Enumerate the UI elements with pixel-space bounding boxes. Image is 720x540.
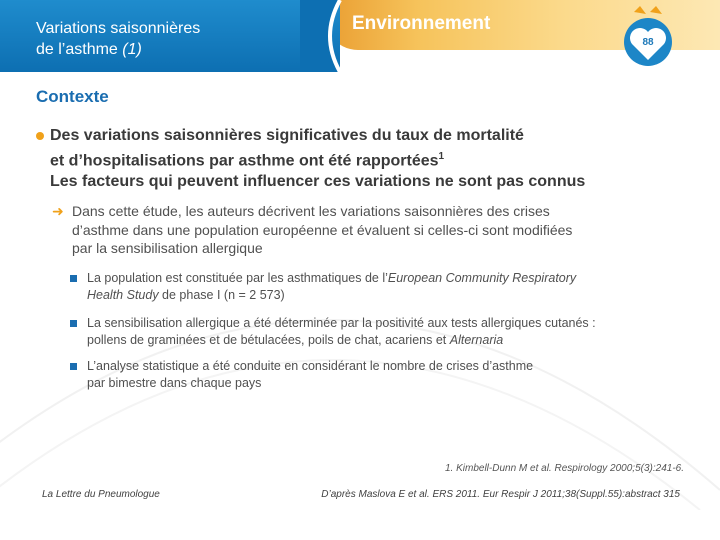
slide-title-line2-text: de l’asthme <box>36 41 123 58</box>
sub-item-1-line2-italic: Health Study <box>87 288 159 302</box>
sub-item-1-line1-text: La population est constituée par les asthmatiques de l’ <box>87 271 388 285</box>
slide-title-ref: (1) <box>122 41 142 58</box>
main-bullet <box>36 125 696 192</box>
blue-square-icon <box>70 320 77 327</box>
sub-item-2-line2-text: pollens de graminées et de bétulacées, poils de chat, acariens et <box>87 333 450 347</box>
orange-dot-icon <box>36 132 44 140</box>
sub-item-2-line2 <box>87 332 670 349</box>
arrow-right-icon: ➜ <box>52 203 64 219</box>
main-bullet-line2-text: et d’hospitalisations par asthme ont été rapportées <box>50 152 439 170</box>
badge-number: 88 <box>642 37 654 48</box>
reference-citation: 1. Kimbell-Dunn M et al. Respirology 2000;5(3):241-6. <box>444 463 684 474</box>
arrow-bullet-line1: Dans cette étude, les auteurs décrivent les variations saisonnières des crises <box>72 203 550 219</box>
footer-source: D’après Maslova E et al. ERS 2011. Eur Respir J 2011;38(Suppl.55):abstract 315 <box>321 489 680 500</box>
slide-title-line1: Variations saisonnières <box>36 20 201 37</box>
arrow-bullet-line3: par la sensibilisation allergique <box>72 240 263 256</box>
sub-item-3-line2: par bimestre dans chaque pays <box>87 376 262 390</box>
sub-item-analyse <box>70 358 670 392</box>
main-bullet-line1: Des variations saisonnières significatives du taux de mortalité <box>50 127 524 144</box>
sub-item-2-line2-italic: Alternaria <box>449 333 504 347</box>
blue-square-icon <box>70 363 77 370</box>
sub-item-sensibilisation <box>70 315 670 349</box>
main-bullet-line2 <box>50 146 696 171</box>
sub-item-1-line1 <box>87 270 670 287</box>
sub-item-3-line1: L’analyse statistique a été conduite en considérant le nombre de crises d’asthme <box>87 359 534 373</box>
section-label: Environnement <box>352 13 491 34</box>
footnote-marker: 1 <box>438 151 445 162</box>
slide-title-line2 <box>36 39 200 60</box>
sub-item-1-line2 <box>87 287 670 304</box>
header-divider-curve <box>300 0 360 72</box>
main-bullet-line3: Les facteurs qui peuvent influencer ces variations ne sont pas connus <box>50 173 586 191</box>
footer-journal: La Lettre du Pneumologue <box>42 489 160 500</box>
sub-item-1-line2-text: de phase I (n = 2 573) <box>158 288 285 302</box>
blue-square-icon <box>70 275 77 282</box>
arrow-bullet <box>52 202 672 258</box>
sub-item-population <box>70 270 670 304</box>
heart-badge-icon <box>620 6 676 70</box>
section-heading: Contexte <box>36 87 109 106</box>
slide-title <box>36 18 200 60</box>
sub-item-2-line1: La sensibilisation allergique a été déterminée par la positivité aux tests allergiques cutanés : <box>87 316 596 330</box>
sub-item-1-line1-italic: European Community Respiratory <box>387 271 577 285</box>
arrow-bullet-line2: d’asthme dans une population européenne et évaluent si celles-ci sont modifiées <box>72 221 573 238</box>
